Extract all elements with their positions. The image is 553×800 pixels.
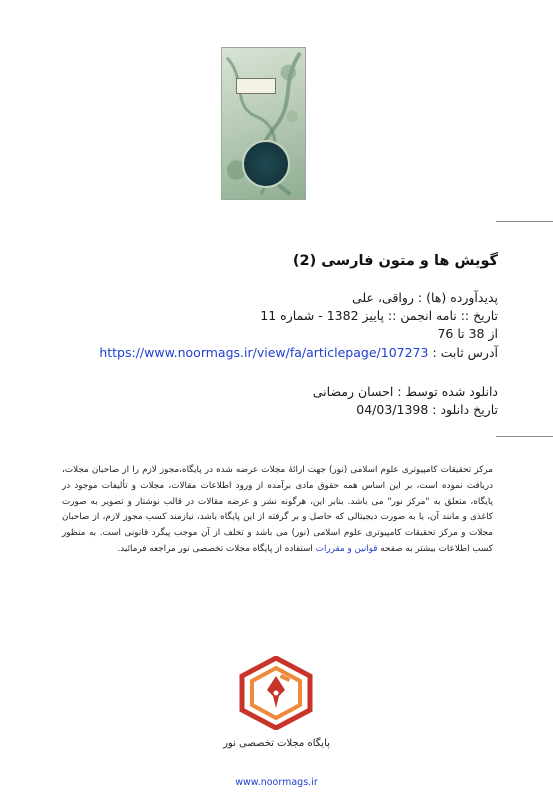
journal-cover-image bbox=[221, 47, 306, 200]
rules-link[interactable]: قوانین و مقررات bbox=[315, 543, 378, 554]
article-meta bbox=[99, 289, 498, 362]
bottom-divider bbox=[496, 436, 553, 437]
downloaded-by-line: دانلود شده توسط : احسان رمضانی bbox=[312, 384, 498, 399]
author-line: پدیدآورده (ها) : رواقی، علی bbox=[352, 290, 498, 305]
download-date-line: تاریخ دانلود : 04/03/1398 bbox=[356, 402, 498, 418]
date-line: تاریخ :: نامه انجمن :: پاییز 1382 - شماره 11 bbox=[260, 308, 498, 324]
notice-text: مرکز تحقیقات کامپیوتری علوم اسلامی (نور) جهت ارائۀ مجلات عرضه شده در پایگاه،مجوز لازم را از صاحبان مجلات، دریافت نموده است، بر این اساس همه حقوق مادی برآمده از ورود اطلاعات مقالات، مجلات و تألیفات موجود در پایگاه، متعلق به "مرکز نور" می باشد. بنابر این، هرگونه نشر و عرضه مقالات در قالب نوشتار و تصویر به صورت کاغذی و مانند آن، یا به صورت دیجیتالی که حاصل و بر گرفته از این پایگاه باشد، نیازمند کسب مجوز لازم، از صاحبان مجلات و مرکز تحقیقات کامپیوتری علوم اسلامی (نور) می باشد و تخلف از آن موجب پیگرد قانونی است. به منظور کسب اطلاعات بیشتر به صفحه bbox=[62, 465, 493, 554]
logo-caption: پایگاه مجلات تخصصی نور bbox=[223, 738, 330, 749]
download-info bbox=[313, 383, 498, 419]
article-url-link[interactable]: https://www.noormags.ir/view/fa/articlepage/107273 bbox=[99, 344, 429, 360]
site-url-link[interactable]: www.noormags.ir bbox=[235, 777, 318, 788]
pages-line: از 38 تا 76 bbox=[437, 326, 498, 342]
copyright-notice bbox=[62, 463, 493, 558]
cover-title-box bbox=[236, 78, 276, 94]
cover-seal bbox=[242, 140, 290, 188]
top-divider bbox=[496, 221, 553, 222]
noormags-logo bbox=[236, 656, 316, 730]
article-title: گویش ها و متون فارسی (2) bbox=[292, 253, 498, 269]
address-label: آدرس ثابت : bbox=[432, 344, 498, 360]
notice-text-end: استفاده از پایگاه مجلات تخصصی نور مراجعه فرمائید. bbox=[117, 543, 313, 554]
address-line bbox=[99, 344, 498, 362]
